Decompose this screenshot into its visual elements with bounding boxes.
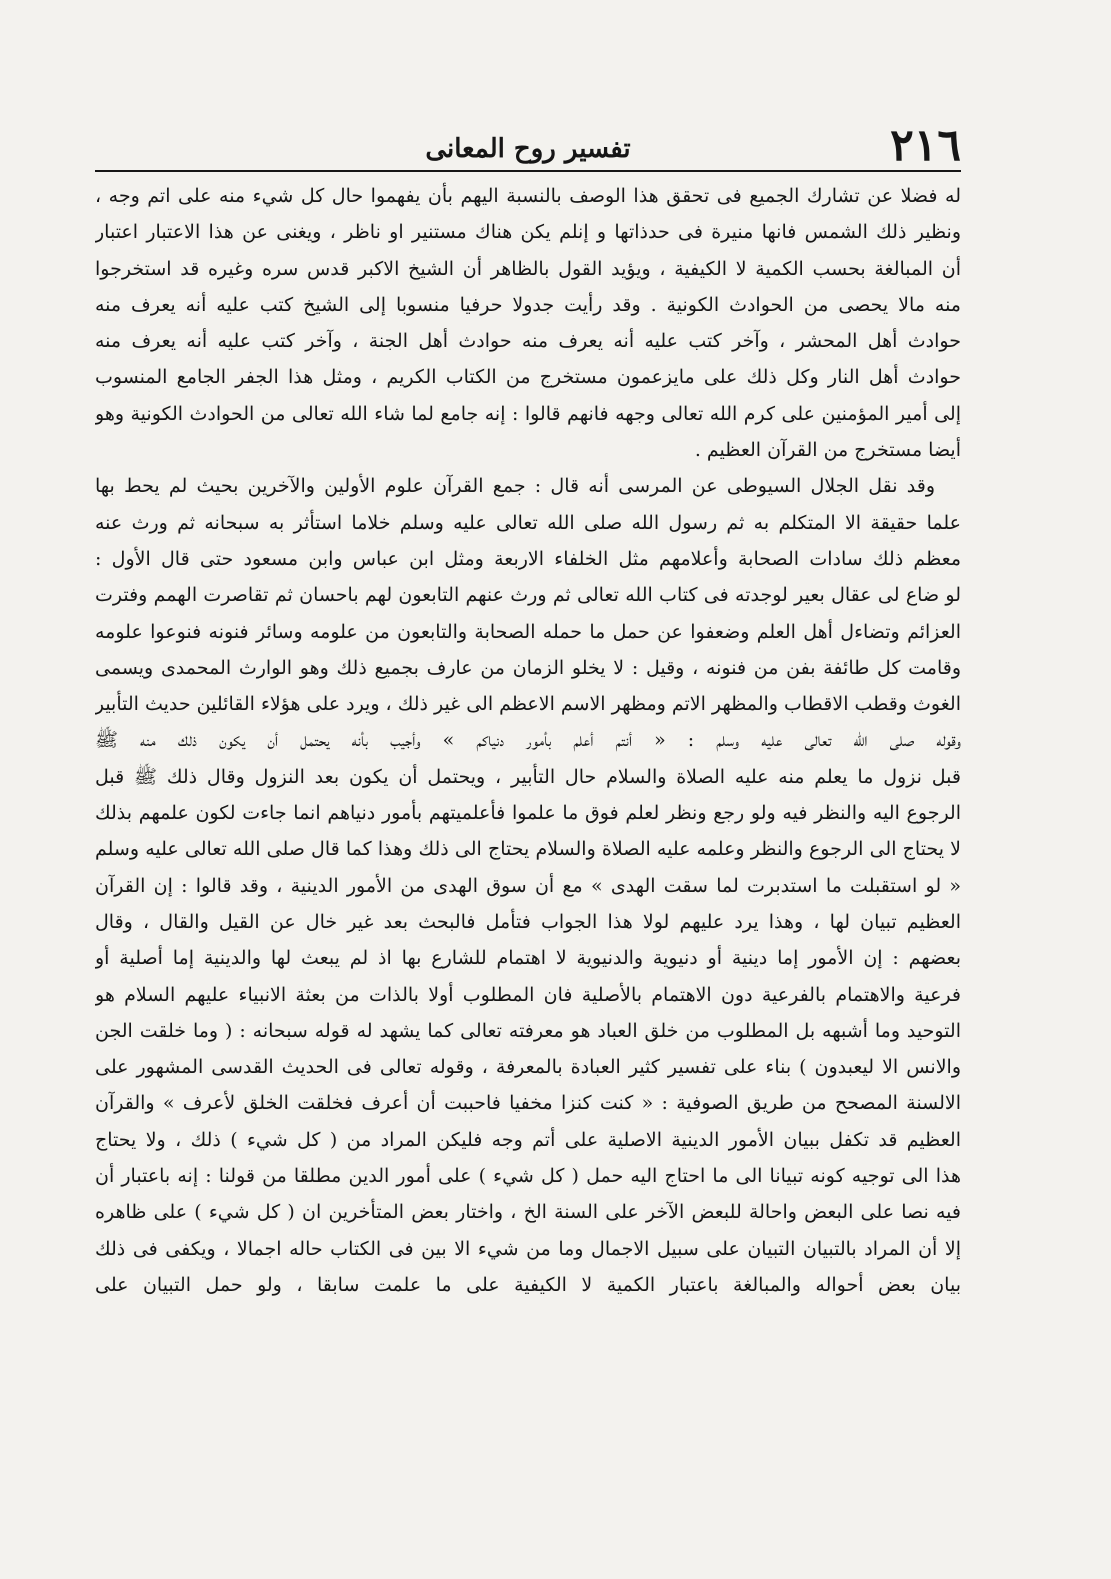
text-line: « لو استقبلت ما استدبرت لما سقت الهدى » مع أن سوق الهدى من الأمور الدينية ، وقد قالوا : إن القرآن bbox=[95, 874, 961, 897]
page-header bbox=[95, 120, 961, 171]
text-line: معظم ذلك سادات الصحابة وأعلامهم مثل الخلفاء الاربعة ومثل ابن عباس وابن مسعود حتى قال الأول : bbox=[95, 547, 961, 570]
header-rule bbox=[95, 170, 961, 172]
paragraph bbox=[95, 468, 961, 1303]
text-line: فرعية والاهتمام بالفرعية دون الاهتمام بالأصلية فان المطلوب أولا بالذات من بعثة الانبياء عليهم السلام هو bbox=[95, 983, 961, 1006]
text-line: وقد نقل الجلال السيوطى عن المرسى أنه قال : جمع القرآن علوم الأولين والآخرين بحيث لم يحط بها bbox=[95, 475, 935, 498]
text-line: بعضهم : إن الأمور إما دينية أو دنيوية والدنيوية لا اهتمام للشارع بها اذ لم يبعث لها والدينية إما أصلية أو bbox=[95, 947, 961, 970]
text-line: إلا أن المراد بالتبيان التبيان على سبيل الاجمال وما من شيء الا بين فى الكتاب حاله اجمالا ، ويكفى فى ذلك bbox=[95, 1237, 961, 1260]
text-line: أيضا مستخرج من القرآن العظيم . bbox=[694, 439, 961, 462]
text-line: الالسنة المصحح من طريق الصوفية : « كنت كنزا مخفيا فاحببت أن أعرف فخلقت الخلق لأعرف » والقرآن bbox=[95, 1092, 961, 1115]
text-line: وقامت كل طائفة بفن من فنونه ، وقيل : لا يخلو الزمان من عارف بجميع ذلك وهو الوارث المحمدى ويسمى bbox=[95, 656, 961, 679]
text-line: التوحيد وما أشبهه بل المطلوب من خلق العباد هو معرفته تعالى كما يشهد له قوله سبحانه : ( وما خلقت الجن bbox=[95, 1019, 961, 1042]
text-line: إلى أمير المؤمنين على كرم الله تعالى وجهه فانهم قالوا : إنه جامع لما شاء الله تعالى من الحوادث الكونية وهو bbox=[95, 402, 961, 425]
text-line: الغوث وقطب الاقطاب والمظهر الاتم ومظهر الاسم الاعظم الى غير ذلك ، ويرد على هؤلاء القائلين حديث التأبير bbox=[95, 693, 961, 716]
text-line: العظيم تبيان لها ، وهذا يرد عليهم لولا هذا الجواب فتأمل فالبحث بعد غير خال عن القيل والقال ، وقال bbox=[95, 910, 961, 933]
page-number: ٢١٦ bbox=[890, 120, 961, 171]
text-line: العزائم وتضاءل أهل العلم وضعفوا عن حمل ما حمله الصحابة والتابعون من علومه وسائر فنونه فنوعوا علومه bbox=[95, 620, 961, 643]
text-line: منه مالا يحصى من الحوادث الكونية . وقد رأيت جدولا حرفيا منسوبا إلى الشيخ كتب عليه أنه يعرف منه bbox=[95, 293, 961, 316]
text-line: حوادث أهل النار وكل ذلك على مايزعمون مستخرج من الكتاب الكريم ، ومثل هذا الجفر الجامع المنسوب bbox=[95, 366, 961, 389]
running-title: تفسير روح المعانى bbox=[425, 134, 631, 164]
text-line: لو ضاع لى عقال بعير لوجدته فى كتاب الله تعالى ثم ورث عنهم التابعون لهم باحسان ثم تقاصرت الهمم وفترت bbox=[95, 584, 961, 607]
text-line: قبل نزول ما يعلم منه عليه الصلاة والسلام حال التأبير ، ويحتمل أن يكون بعد النزول وقال ذلك ﷺ قبل bbox=[95, 765, 961, 788]
text-line: بيان بعض أحواله والمبالغة باعتبار الكمية لا الكيفية على ما علمت سابقا ، ولو حمل التبيان على bbox=[95, 1273, 961, 1296]
text-line: هذا الى توجيه كونه تبيانا الى ما احتاج اليه حمل ( كل شيء ) على أمور الدين مطلقا من قولنا : إنه باعتبار أن bbox=[95, 1165, 961, 1188]
text-line: وقوله صلى الله تعالى عليه وسلم : « أنتم أعلم بأمور دنياكم » وأجيب بأنه يحتمل أن يكون ذلك منه ﷺ bbox=[95, 729, 961, 752]
text-line: ونظير ذلك الشمس فانها منيرة فى حدذاتها و إنلم يكن هناك مستنير او ناظر ، ويغنى عن هذا الاعتبار اعتبار bbox=[95, 221, 961, 244]
body-text bbox=[95, 178, 961, 1303]
text-line: الرجوع اليه والنظر فيه ولو رجع ونظر لعلم فوق ما علموا فأعلميتهم بأمور دنياهم انما جاءت لكون علمهم بذلك bbox=[95, 802, 961, 825]
text-line: والانس الا ليعبدون ) بناء على تفسير كثير العبادة بالمعرفة ، وقوله تعالى فى الحديث القدسى المشهور على bbox=[95, 1056, 961, 1079]
text-line: العظيم قد تكفل ببيان الأمور الدينية الاصلية على أتم وجه فليكن المراد من ( كل شيء ) ذلك ، ولا يحتاج bbox=[95, 1128, 961, 1151]
text-line: علما حقيقة الا المتكلم به ثم رسول الله صلى الله تعالى عليه وسلم خلاما استأثر به سبحانه ثم ورث عنه bbox=[95, 511, 961, 534]
text-line: لا يحتاج الى الرجوع والنظر وعلمه عليه الصلاة والسلام يحتاج الى ذلك وهذا كما قال صلى الله تعالى عليه وسلم bbox=[95, 838, 961, 861]
paragraph bbox=[95, 178, 961, 468]
text-line: له فضلا عن تشارك الجميع فى تحقق هذا الوصف بالنسبة اليهم بأن يفهموا حال كل شيء منه على اتم وجه ، bbox=[95, 185, 961, 207]
text-line: حوادث أهل المحشر ، وآخر كتب عليه أنه يعرف منه حوادث أهل الجنة ، وآخر كتب عليه أنه يعرف منه bbox=[95, 330, 961, 353]
text-line: أن المبالغة بحسب الكمية لا الكيفية ، ويؤيد القول بالظاهر أن الشيخ الاكبر قدس سره وغيره قد استخرجوا bbox=[95, 257, 961, 280]
text-line: فيه نصا على البعض واحالة للبعض الآخر على السنة الخ ، واختار بعض المتأخرين ان ( كل شيء ) على ظاهره bbox=[95, 1201, 961, 1224]
